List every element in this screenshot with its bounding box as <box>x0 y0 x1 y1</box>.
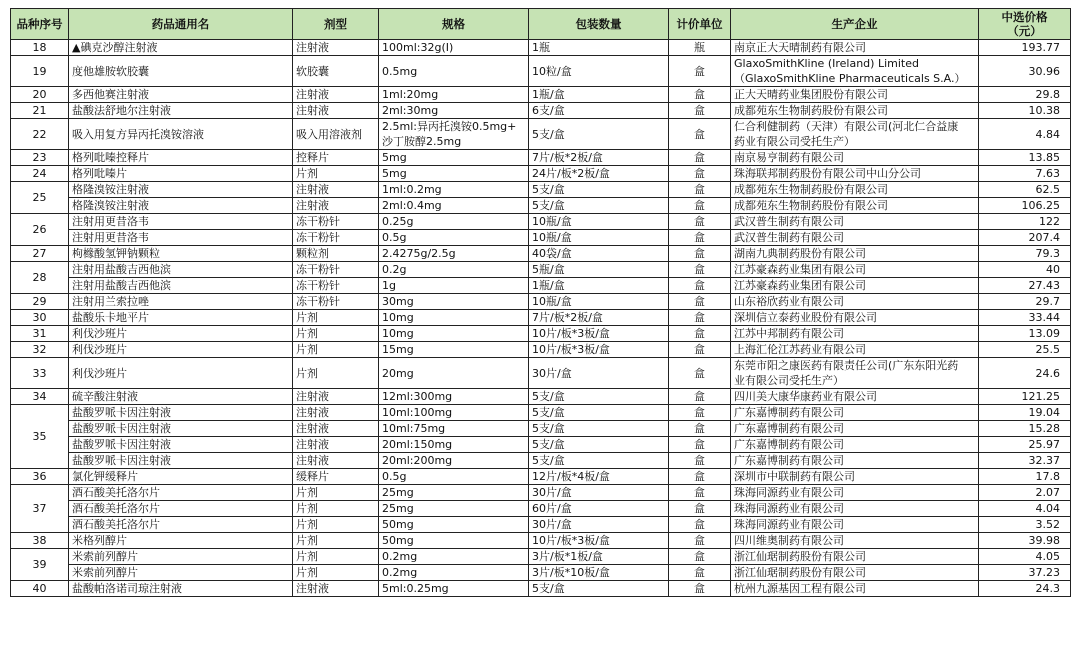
header-spec: 规格 <box>379 9 529 40</box>
cell-no: 36 <box>11 469 69 485</box>
table-row <box>11 310 1071 326</box>
table-row <box>11 421 1071 437</box>
cell-no: 40 <box>11 581 69 597</box>
cell-spec: 50mg <box>379 533 529 549</box>
cell-spec: 2ml:0.4mg <box>379 198 529 214</box>
table-row <box>11 358 1071 389</box>
cell-spec: 20ml:200mg <box>379 453 529 469</box>
cell-form: 缓释片 <box>293 469 379 485</box>
cell-pack: 7片/板*2板/盒 <box>529 150 669 166</box>
cell-pack: 10瓶/盒 <box>529 230 669 246</box>
cell-form: 注射液 <box>293 87 379 103</box>
cell-maker: 杭州九源基因工程有限公司 <box>731 581 979 597</box>
cell-pack: 5支/盒 <box>529 437 669 453</box>
cell-price: 106.25 <box>979 198 1071 214</box>
table-row <box>11 437 1071 453</box>
cell-form: 注射液 <box>293 182 379 198</box>
cell-price: 121.25 <box>979 389 1071 405</box>
cell-maker: 成都苑东生物制药股份有限公司 <box>731 103 979 119</box>
cell-pack: 10瓶/盒 <box>529 294 669 310</box>
table-row <box>11 103 1071 119</box>
table-row <box>11 389 1071 405</box>
cell-name: 盐酸罗哌卡因注射液 <box>69 421 293 437</box>
cell-form: 注射液 <box>293 437 379 453</box>
cell-price: 33.44 <box>979 310 1071 326</box>
cell-pack: 24片/板*2板/盒 <box>529 166 669 182</box>
header-no: 品种序号 <box>11 9 69 40</box>
cell-spec: 0.25g <box>379 214 529 230</box>
cell-pack: 5支/盒 <box>529 119 669 150</box>
cell-pack: 5支/盒 <box>529 405 669 421</box>
cell-maker: 广东嘉博制药有限公司 <box>731 421 979 437</box>
cell-form: 控释片 <box>293 150 379 166</box>
cell-maker: 浙江仙琚制药股份有限公司 <box>731 549 979 565</box>
cell-unit: 盒 <box>669 501 731 517</box>
cell-unit: 盒 <box>669 581 731 597</box>
cell-spec: 5mg <box>379 166 529 182</box>
cell-price: 193.77 <box>979 40 1071 56</box>
cell-spec: 2.5ml:异丙托溴铵0.5mg+ 沙丁胺醇2.5mg <box>379 119 529 150</box>
cell-spec: 1ml:20mg <box>379 87 529 103</box>
cell-maker: 南京易亨制药有限公司 <box>731 150 979 166</box>
cell-name: 盐酸罗哌卡因注射液 <box>69 405 293 421</box>
cell-pack: 1瓶/盒 <box>529 278 669 294</box>
cell-price: 207.4 <box>979 230 1071 246</box>
cell-unit: 盒 <box>669 533 731 549</box>
cell-name: 枸橼酸氢钾钠颗粒 <box>69 246 293 262</box>
cell-maker: 山东裕欣药业有限公司 <box>731 294 979 310</box>
cell-spec: 10mg <box>379 326 529 342</box>
cell-form: 冻干粉针 <box>293 262 379 278</box>
cell-name: 注射用兰索拉唑 <box>69 294 293 310</box>
cell-no: 39 <box>11 549 69 581</box>
cell-pack: 1瓶/盒 <box>529 87 669 103</box>
cell-price: 4.04 <box>979 501 1071 517</box>
cell-price: 3.52 <box>979 517 1071 533</box>
cell-price: 122 <box>979 214 1071 230</box>
table-row <box>11 533 1071 549</box>
table-row <box>11 517 1071 533</box>
cell-name: ▲碘克沙醇注射液 <box>69 40 293 56</box>
cell-name: 吸入用复方异丙托溴铵溶液 <box>69 119 293 150</box>
cell-form: 冻干粉针 <box>293 230 379 246</box>
cell-unit: 盒 <box>669 517 731 533</box>
cell-unit: 盒 <box>669 421 731 437</box>
cell-form: 片剂 <box>293 533 379 549</box>
cell-name: 米索前列醇片 <box>69 549 293 565</box>
cell-name: 氯化钾缓释片 <box>69 469 293 485</box>
cell-no: 33 <box>11 358 69 389</box>
cell-price: 13.09 <box>979 326 1071 342</box>
cell-form: 注射液 <box>293 453 379 469</box>
cell-name: 酒石酸美托洛尔片 <box>69 485 293 501</box>
cell-maker: GlaxoSmithKline (Ireland) Limited （GlaxoSmithKline Pharmaceuticals S.A.） <box>731 56 979 87</box>
table-row <box>11 405 1071 421</box>
cell-name: 盐酸罗哌卡因注射液 <box>69 453 293 469</box>
cell-maker: 珠海同源药业有限公司 <box>731 501 979 517</box>
cell-no: 25 <box>11 182 69 214</box>
cell-pack: 10片/板*3板/盒 <box>529 326 669 342</box>
cell-no: 29 <box>11 294 69 310</box>
cell-unit: 盒 <box>669 310 731 326</box>
cell-form: 注射液 <box>293 581 379 597</box>
cell-maker: 南京正大天晴制药有限公司 <box>731 40 979 56</box>
cell-form: 注射液 <box>293 421 379 437</box>
cell-name: 注射用盐酸吉西他滨 <box>69 278 293 294</box>
table-row <box>11 549 1071 565</box>
table-row <box>11 469 1071 485</box>
cell-pack: 10瓶/盒 <box>529 214 669 230</box>
cell-pack: 5支/盒 <box>529 182 669 198</box>
cell-spec: 50mg <box>379 517 529 533</box>
table-row <box>11 485 1071 501</box>
header-pack: 包装数量 <box>529 9 669 40</box>
cell-unit: 盒 <box>669 246 731 262</box>
table-row <box>11 166 1071 182</box>
cell-pack: 10片/板*3板/盒 <box>529 533 669 549</box>
header-unit: 计价单位 <box>669 9 731 40</box>
cell-form: 片剂 <box>293 310 379 326</box>
cell-spec: 1g <box>379 278 529 294</box>
header-price: 中选价格 （元） <box>979 9 1071 40</box>
cell-unit: 盒 <box>669 437 731 453</box>
cell-no: 35 <box>11 405 69 469</box>
cell-spec: 15mg <box>379 342 529 358</box>
cell-no: 20 <box>11 87 69 103</box>
cell-form: 片剂 <box>293 166 379 182</box>
cell-maker: 正大天晴药业集团股份有限公司 <box>731 87 979 103</box>
cell-pack: 3片/板*10板/盒 <box>529 565 669 581</box>
cell-form: 吸入用溶液剂 <box>293 119 379 150</box>
table-row <box>11 565 1071 581</box>
cell-unit: 盒 <box>669 150 731 166</box>
cell-form: 软胶囊 <box>293 56 379 87</box>
cell-name: 格列吡嗪控释片 <box>69 150 293 166</box>
cell-name: 硫辛酸注射液 <box>69 389 293 405</box>
cell-spec: 0.5g <box>379 230 529 246</box>
cell-price: 7.63 <box>979 166 1071 182</box>
table-body <box>11 40 1071 597</box>
cell-price: 62.5 <box>979 182 1071 198</box>
cell-maker: 东莞市阳之康医药有限责任公司(广东东阳光药 业有限公司受托生产） <box>731 358 979 389</box>
cell-name: 米格列醇片 <box>69 533 293 549</box>
cell-unit: 盒 <box>669 389 731 405</box>
cell-pack: 5支/盒 <box>529 453 669 469</box>
cell-pack: 5支/盒 <box>529 389 669 405</box>
cell-name: 多西他赛注射液 <box>69 87 293 103</box>
cell-maker: 江苏中邦制药有限公司 <box>731 326 979 342</box>
cell-maker: 仁合利健制药（天津）有限公司(河北仁合益康 药业有限公司受托生产） <box>731 119 979 150</box>
cell-spec: 25mg <box>379 501 529 517</box>
cell-no: 21 <box>11 103 69 119</box>
cell-maker: 广东嘉博制药有限公司 <box>731 405 979 421</box>
cell-unit: 盒 <box>669 405 731 421</box>
cell-unit: 盒 <box>669 182 731 198</box>
cell-maker: 江苏豪森药业集团有限公司 <box>731 262 979 278</box>
cell-maker: 浙江仙琚制药股份有限公司 <box>731 565 979 581</box>
cell-spec: 0.2g <box>379 262 529 278</box>
cell-pack: 7片/板*2板/盒 <box>529 310 669 326</box>
cell-no: 22 <box>11 119 69 150</box>
cell-name: 酒石酸美托洛尔片 <box>69 501 293 517</box>
cell-form: 注射液 <box>293 405 379 421</box>
cell-price: 10.38 <box>979 103 1071 119</box>
cell-name: 格隆溴铵注射液 <box>69 198 293 214</box>
table-row <box>11 453 1071 469</box>
cell-form: 片剂 <box>293 565 379 581</box>
cell-unit: 盒 <box>669 230 731 246</box>
cell-price: 37.23 <box>979 565 1071 581</box>
cell-unit: 盒 <box>669 198 731 214</box>
cell-no: 18 <box>11 40 69 56</box>
cell-unit: 盒 <box>669 358 731 389</box>
table-row <box>11 501 1071 517</box>
cell-no: 27 <box>11 246 69 262</box>
cell-name: 米索前列醇片 <box>69 565 293 581</box>
cell-form: 冻干粉针 <box>293 278 379 294</box>
table-row <box>11 278 1071 294</box>
cell-unit: 盒 <box>669 87 731 103</box>
cell-name: 酒石酸美托洛尔片 <box>69 517 293 533</box>
cell-unit: 盒 <box>669 485 731 501</box>
cell-maker: 成都苑东生物制药股份有限公司 <box>731 182 979 198</box>
table-row <box>11 40 1071 56</box>
cell-form: 冻干粉针 <box>293 214 379 230</box>
header-name: 药品通用名 <box>69 9 293 40</box>
cell-no: 34 <box>11 389 69 405</box>
cell-unit: 盒 <box>669 326 731 342</box>
cell-maker: 江苏豪森药业集团有限公司 <box>731 278 979 294</box>
cell-pack: 10片/板*3板/盒 <box>529 342 669 358</box>
cell-form: 片剂 <box>293 342 379 358</box>
cell-maker: 四川维奥制药有限公司 <box>731 533 979 549</box>
cell-unit: 盒 <box>669 469 731 485</box>
cell-spec: 25mg <box>379 485 529 501</box>
cell-price: 15.28 <box>979 421 1071 437</box>
cell-spec: 12ml:300mg <box>379 389 529 405</box>
cell-unit: 盒 <box>669 278 731 294</box>
drug-price-table-container <box>10 8 1070 597</box>
cell-maker: 深圳信立泰药业股份有限公司 <box>731 310 979 326</box>
table-row <box>11 581 1071 597</box>
cell-pack: 30片/盒 <box>529 358 669 389</box>
cell-unit: 瓶 <box>669 40 731 56</box>
cell-pack: 40袋/盒 <box>529 246 669 262</box>
cell-no: 32 <box>11 342 69 358</box>
cell-unit: 盒 <box>669 56 731 87</box>
table-row <box>11 230 1071 246</box>
cell-price: 24.6 <box>979 358 1071 389</box>
table-row <box>11 294 1071 310</box>
cell-price: 40 <box>979 262 1071 278</box>
cell-name: 注射用更昔洛韦 <box>69 214 293 230</box>
cell-spec: 5ml:0.25mg <box>379 581 529 597</box>
cell-no: 26 <box>11 214 69 246</box>
cell-form: 片剂 <box>293 549 379 565</box>
cell-price: 32.37 <box>979 453 1071 469</box>
cell-price: 30.96 <box>979 56 1071 87</box>
cell-maker: 成都苑东生物制药股份有限公司 <box>731 198 979 214</box>
cell-maker: 深圳市中联制药有限公司 <box>731 469 979 485</box>
cell-name: 注射用盐酸吉西他滨 <box>69 262 293 278</box>
cell-no: 23 <box>11 150 69 166</box>
cell-name: 注射用更昔洛韦 <box>69 230 293 246</box>
cell-spec: 20mg <box>379 358 529 389</box>
cell-spec: 2.4275g/2.5g <box>379 246 529 262</box>
table-row <box>11 326 1071 342</box>
cell-pack: 30片/盒 <box>529 485 669 501</box>
cell-unit: 盒 <box>669 549 731 565</box>
cell-price: 4.05 <box>979 549 1071 565</box>
drug-price-table <box>10 8 1071 597</box>
cell-maker: 珠海同源药业有限公司 <box>731 517 979 533</box>
cell-pack: 60片/盒 <box>529 501 669 517</box>
cell-unit: 盒 <box>669 342 731 358</box>
cell-pack: 6支/盒 <box>529 103 669 119</box>
cell-unit: 盒 <box>669 453 731 469</box>
cell-maker: 上海汇伦江苏药业有限公司 <box>731 342 979 358</box>
cell-name: 格列吡嗪片 <box>69 166 293 182</box>
cell-form: 片剂 <box>293 501 379 517</box>
cell-pack: 1瓶 <box>529 40 669 56</box>
cell-form: 片剂 <box>293 517 379 533</box>
cell-maker: 广东嘉博制药有限公司 <box>731 437 979 453</box>
cell-price: 4.84 <box>979 119 1071 150</box>
header-form: 剂型 <box>293 9 379 40</box>
header-row <box>11 9 1071 40</box>
cell-name: 利伐沙班片 <box>69 342 293 358</box>
cell-unit: 盒 <box>669 214 731 230</box>
cell-spec: 1ml:0.2mg <box>379 182 529 198</box>
cell-spec: 10ml:100mg <box>379 405 529 421</box>
cell-spec: 0.2mg <box>379 565 529 581</box>
cell-no: 19 <box>11 56 69 87</box>
table-row <box>11 87 1071 103</box>
cell-spec: 5mg <box>379 150 529 166</box>
cell-unit: 盒 <box>669 103 731 119</box>
cell-spec: 0.2mg <box>379 549 529 565</box>
cell-maker: 武汉普生制药有限公司 <box>731 230 979 246</box>
cell-form: 注射液 <box>293 198 379 214</box>
cell-name: 格隆溴铵注射液 <box>69 182 293 198</box>
cell-no: 30 <box>11 310 69 326</box>
cell-price: 79.3 <box>979 246 1071 262</box>
cell-spec: 100ml:32g(I) <box>379 40 529 56</box>
cell-pack: 30片/盒 <box>529 517 669 533</box>
table-row <box>11 214 1071 230</box>
cell-no: 28 <box>11 262 69 294</box>
cell-unit: 盒 <box>669 166 731 182</box>
table-row <box>11 246 1071 262</box>
cell-spec: 20ml:150mg <box>379 437 529 453</box>
cell-unit: 盒 <box>669 294 731 310</box>
cell-form: 颗粒剂 <box>293 246 379 262</box>
table-row <box>11 182 1071 198</box>
cell-no: 31 <box>11 326 69 342</box>
cell-price: 29.7 <box>979 294 1071 310</box>
cell-spec: 2ml:30mg <box>379 103 529 119</box>
cell-price: 13.85 <box>979 150 1071 166</box>
table-row <box>11 198 1071 214</box>
cell-unit: 盒 <box>669 119 731 150</box>
cell-form: 注射液 <box>293 389 379 405</box>
table-row <box>11 150 1071 166</box>
cell-name: 利伐沙班片 <box>69 326 293 342</box>
cell-price: 17.8 <box>979 469 1071 485</box>
cell-form: 注射液 <box>293 40 379 56</box>
cell-price: 29.8 <box>979 87 1071 103</box>
cell-maker: 湖南九典制药股份有限公司 <box>731 246 979 262</box>
table-row <box>11 56 1071 87</box>
cell-form: 片剂 <box>293 358 379 389</box>
cell-maker: 珠海同源药业有限公司 <box>731 485 979 501</box>
cell-name: 盐酸法舒地尔注射液 <box>69 103 293 119</box>
cell-maker: 四川美大康华康药业有限公司 <box>731 389 979 405</box>
cell-maker: 武汉普生制药有限公司 <box>731 214 979 230</box>
cell-form: 注射液 <box>293 103 379 119</box>
cell-maker: 珠海联邦制药股份有限公司中山分公司 <box>731 166 979 182</box>
table-row <box>11 119 1071 150</box>
cell-spec: 0.5mg <box>379 56 529 87</box>
cell-maker: 广东嘉博制药有限公司 <box>731 453 979 469</box>
cell-price: 27.43 <box>979 278 1071 294</box>
cell-unit: 盒 <box>669 565 731 581</box>
cell-spec: 30mg <box>379 294 529 310</box>
header-maker: 生产企业 <box>731 9 979 40</box>
cell-pack: 10粒/盒 <box>529 56 669 87</box>
cell-name: 盐酸罗哌卡因注射液 <box>69 437 293 453</box>
cell-no: 24 <box>11 166 69 182</box>
cell-pack: 5支/盒 <box>529 421 669 437</box>
cell-spec: 0.5g <box>379 469 529 485</box>
cell-pack: 5瓶/盒 <box>529 262 669 278</box>
cell-price: 24.3 <box>979 581 1071 597</box>
cell-pack: 5支/盒 <box>529 581 669 597</box>
cell-name: 盐酸帕洛诺司琼注射液 <box>69 581 293 597</box>
cell-price: 2.07 <box>979 485 1071 501</box>
cell-form: 片剂 <box>293 326 379 342</box>
table-row <box>11 342 1071 358</box>
cell-name: 利伐沙班片 <box>69 358 293 389</box>
cell-form: 冻干粉针 <box>293 294 379 310</box>
cell-price: 25.97 <box>979 437 1071 453</box>
cell-pack: 12片/板*4板/盒 <box>529 469 669 485</box>
cell-price: 39.98 <box>979 533 1071 549</box>
cell-pack: 5支/盒 <box>529 198 669 214</box>
cell-no: 38 <box>11 533 69 549</box>
cell-no: 37 <box>11 485 69 533</box>
cell-price: 25.5 <box>979 342 1071 358</box>
table-row <box>11 262 1071 278</box>
cell-pack: 3片/板*1板/盒 <box>529 549 669 565</box>
cell-price: 19.04 <box>979 405 1071 421</box>
cell-unit: 盒 <box>669 262 731 278</box>
cell-name: 度他雄胺软胶囊 <box>69 56 293 87</box>
cell-name: 盐酸乐卡地平片 <box>69 310 293 326</box>
cell-spec: 10mg <box>379 310 529 326</box>
cell-spec: 10ml:75mg <box>379 421 529 437</box>
cell-form: 片剂 <box>293 485 379 501</box>
